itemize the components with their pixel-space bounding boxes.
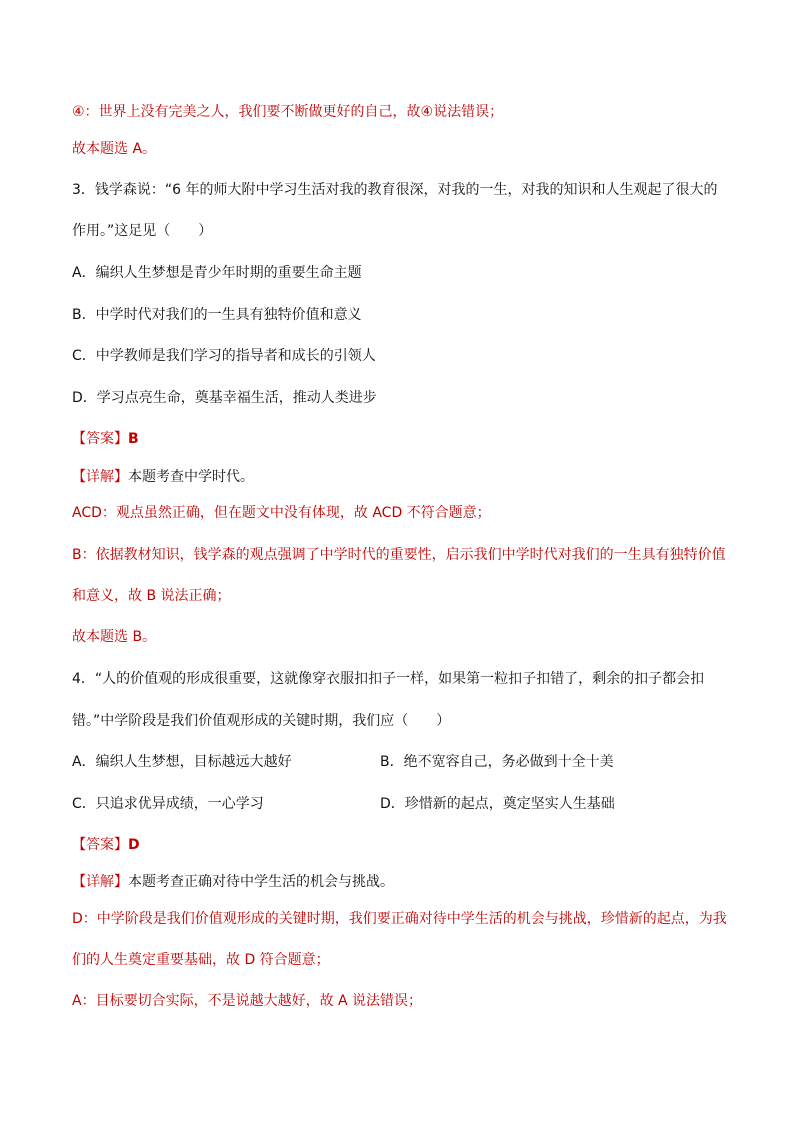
q4-option-d: D．珍惜新的起点，奠定坚实人生基础: [380, 796, 615, 812]
q3-b-explanation-line2: 和意义，故 B 说法正确；: [72, 588, 231, 604]
q3-option-c: C．中学教师是我们学习的指导者和成长的引领人: [72, 348, 376, 364]
q3-detail: [72, 467, 732, 487]
q3-answer: [72, 429, 732, 449]
q3-stem-line2: 作用。”这足见（ ）: [72, 223, 213, 239]
answer-label: 【答案】: [72, 837, 128, 853]
q2-conclusion: 故本题选 A。: [72, 141, 157, 157]
q3-option-a: A．编织人生梦想是青少年时期的重要生命主题: [72, 265, 362, 281]
answer-value: B: [128, 431, 139, 447]
q4-detail: [72, 872, 732, 892]
detail-text: 本题考查中学时代。: [128, 469, 254, 485]
detail-text: 本题考查正确对待中学生活的机会与挑战。: [128, 874, 394, 890]
q4-stem-line1: 4．“人的价值观的形成很重要，这就像穿衣服扣扣子一样，如果第一粒扣子扣错了，剩余的扣子都会扣: [72, 671, 705, 687]
q3-option-d: D．学习点亮生命，奠基幸福生活，推动人类进步: [72, 390, 377, 406]
q4-d-explanation-line2: 们的人生奠定重要基础，故 D 符合题意；: [72, 952, 330, 968]
q3-stem-line1: 3．钱学森说：“6 年的师大附中学习生活对我的教育很深，对我的一生，对我的知识和人生观起了很大的: [72, 182, 718, 198]
q4-d-explanation-line1: D：中学阶段是我们价值观形成的关键时期，我们要正确对待中学生活的机会与挑战，珍惜新的起点，为我: [72, 911, 727, 927]
q3-option-b: B．中学时代对我们的一生具有独特价值和意义: [72, 307, 362, 323]
answer-label: 【答案】: [72, 431, 128, 447]
q2-explanation-line: ④：世界上没有完美之人，我们要不断做更好的自己，故④说法错误；: [72, 104, 504, 120]
detail-label: 【详解】: [72, 469, 128, 485]
q4-stem-line2: 错。”中学阶段是我们价值观形成的关键时期，我们应（ ）: [72, 713, 451, 729]
q4-answer: [72, 835, 732, 855]
q4-option-b: B．绝不宽容自己，务必做到十全十美: [380, 754, 614, 770]
q4-option-a: A．编织人生梦想，目标越远大越好: [72, 754, 292, 770]
q4-option-c: C．只追求优异成绩，一心学习: [72, 796, 264, 812]
q3-acd-explanation: ACD：观点虽然正确，但在题文中没有体现，故 ACD 不符合题意；: [72, 505, 491, 521]
q3-b-explanation-line1: B：依据教材知识，钱学森的观点强调了中学时代的重要性，启示我们中学时代对我们的一生具有独特价值: [72, 547, 726, 563]
q3-conclusion: 故本题选 B。: [72, 629, 157, 645]
q4-a-explanation: A：目标要切合实际，不是说越大越好，故 A 说法错误；: [72, 993, 423, 1009]
answer-value: D: [128, 837, 140, 853]
detail-label: 【详解】: [72, 874, 128, 890]
